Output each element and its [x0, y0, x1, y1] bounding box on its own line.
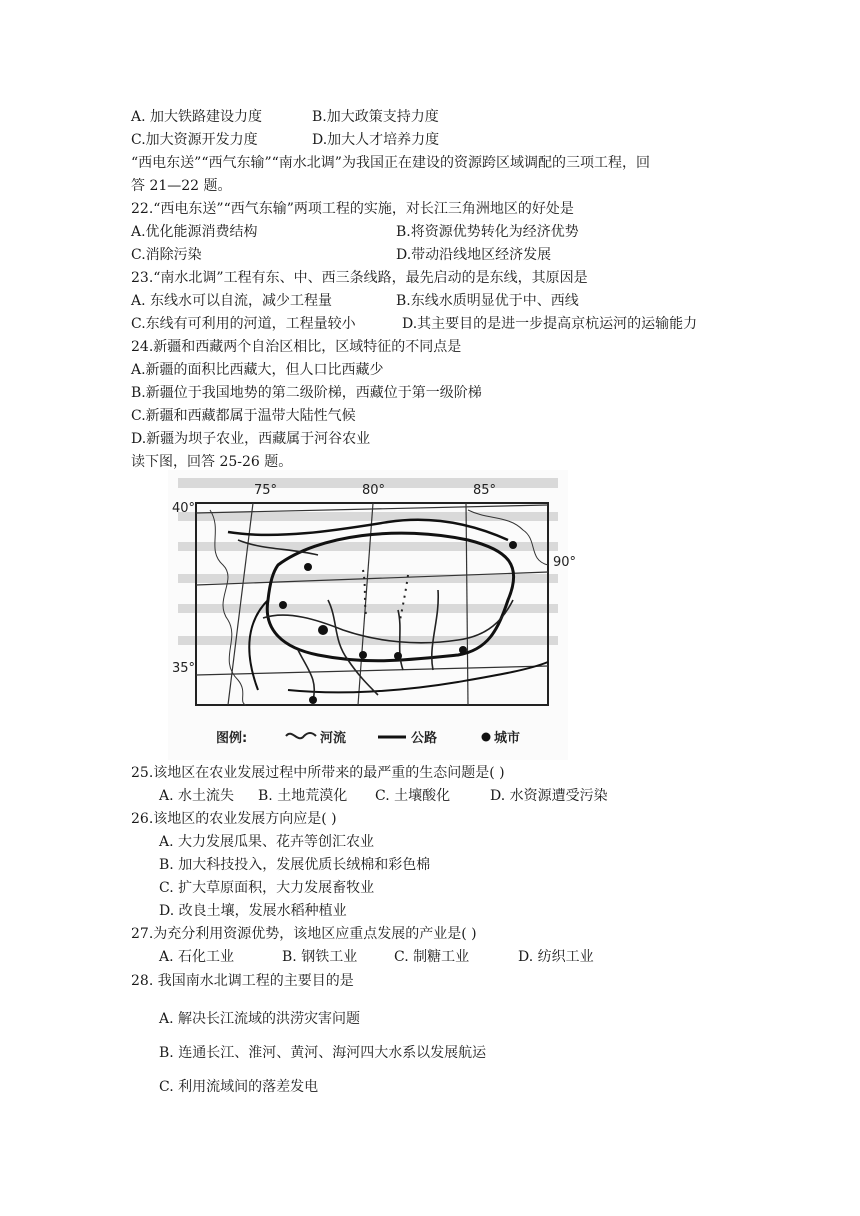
- q26-option-b: B. 加大科技投入，发展优质长绒棉和彩色棉: [159, 857, 431, 873]
- q24-option-c: C.新疆和西藏都属于温带大陆性气候: [131, 408, 356, 424]
- q25-option-b: B. 土地荒漠化: [258, 788, 348, 804]
- q26-option-a: A. 大力发展瓜果、花卉等创汇农业: [159, 834, 375, 850]
- intro-21-22-line1: “西电东送”“西气东输”“南水北调”为我国正在建设的资源跨区域调配的三项工程，回: [131, 155, 650, 171]
- legend-title: 图例:: [216, 731, 248, 746]
- q24-option-a: A.新疆的面积比西藏大，但人口比西藏少: [131, 362, 384, 378]
- q22-option-b: B.将资源优势转化为经济优势: [396, 224, 579, 240]
- q27-option-b: B. 钢铁工业: [282, 949, 358, 965]
- q25-option-d: D. 水资源遭受污染: [490, 788, 608, 804]
- q22-option-d: D.带动沿线地区经济发展: [396, 247, 552, 263]
- lon-75-label: 75°: [254, 483, 278, 498]
- q20-option-c: C.加大资源开发力度: [131, 132, 258, 148]
- q23-option-d: D.其主要目的是进一步提高京杭运河的运输能力: [402, 316, 698, 332]
- q28-stem: 28. 我国南水北调工程的主要目的是: [131, 973, 354, 989]
- q25-option-c: C. 土壤酸化: [375, 788, 451, 804]
- q20-option-d: D.加大人才培养力度: [312, 132, 440, 148]
- q22-option-a: A.优化能源消费结构: [131, 224, 258, 240]
- q26-stem: 26.该地区的农业发展方向应是( ): [131, 811, 337, 827]
- q26-option-c: C. 扩大草原面积，大力发展畜牧业: [159, 880, 375, 896]
- q24-stem: 24.新疆和西藏两个自治区相比，区域特征的不同点是: [131, 339, 462, 355]
- q23-option-c: C.东线有可利用的河道，工程量较小: [131, 316, 356, 332]
- q28-option-a: A. 解决长江流域的洪涝灾害问题: [159, 1011, 361, 1027]
- q27-option-d: D. 纺织工业: [518, 949, 594, 965]
- q22-stem: 22.“西电东送”“西气东输”两项工程的实施，对长江三角洲地区的好处是: [131, 201, 574, 217]
- q25-stem: 25.该地区在农业发展过程中所带来的最严重的生态问题是( ): [131, 765, 505, 781]
- q27-stem: 27.为充分利用资源优势，该地区应重点发展的产业是( ): [131, 926, 477, 942]
- lon-80-label: 80°: [362, 483, 386, 498]
- xinjiang-map-figure: [168, 470, 577, 760]
- q25-option-a: A. 水土流失: [159, 788, 235, 804]
- legend-river-label: 河流: [320, 731, 347, 746]
- q23-option-a: A. 东线水可以自流，减少工程量: [131, 293, 333, 309]
- q27-option-c: C. 制糖工业: [394, 949, 470, 965]
- q20-option-a: A. 加大铁路建设力度: [131, 109, 263, 125]
- lon-90-label: 90°: [553, 555, 577, 570]
- q23-option-b: B.东线水质明显优于中、西线: [396, 293, 579, 309]
- q24-option-d: D.新疆为坝子农业，西藏属于河谷农业: [131, 431, 371, 447]
- legend-city-label: 城市: [494, 731, 521, 746]
- q27-option-a: A. 石化工业: [159, 949, 235, 965]
- q24-option-b: B.新疆位于我国地势的第二级阶梯，西藏位于第一级阶梯: [131, 385, 482, 401]
- q26-option-d: D. 改良土壤，发展水稻种植业: [159, 903, 347, 919]
- legend-road-label: 公路: [411, 731, 438, 746]
- intro-21-22-line2: 答 21—22 题。: [131, 178, 232, 194]
- q28-option-b: B. 连通长江、淮河、黄河、海河四大水系以发展航运: [159, 1045, 487, 1061]
- map-intro: 读下图，回答 25-26 题。: [131, 454, 293, 470]
- q28-option-c: C. 利用流域间的落差发电: [159, 1079, 319, 1095]
- lat-40-label: 40°: [172, 501, 196, 516]
- legend-city-symbol: [482, 733, 491, 742]
- q20-option-b: B.加大政策支持力度: [312, 109, 439, 125]
- q23-stem: 23.“南水北调”工程有东、中、西三条线路，最先启动的是东线，其原因是: [131, 270, 588, 286]
- q22-option-c: C.消除污染: [131, 247, 202, 263]
- lon-85-label: 85°: [473, 483, 497, 498]
- lat-35-label: 35°: [172, 661, 196, 676]
